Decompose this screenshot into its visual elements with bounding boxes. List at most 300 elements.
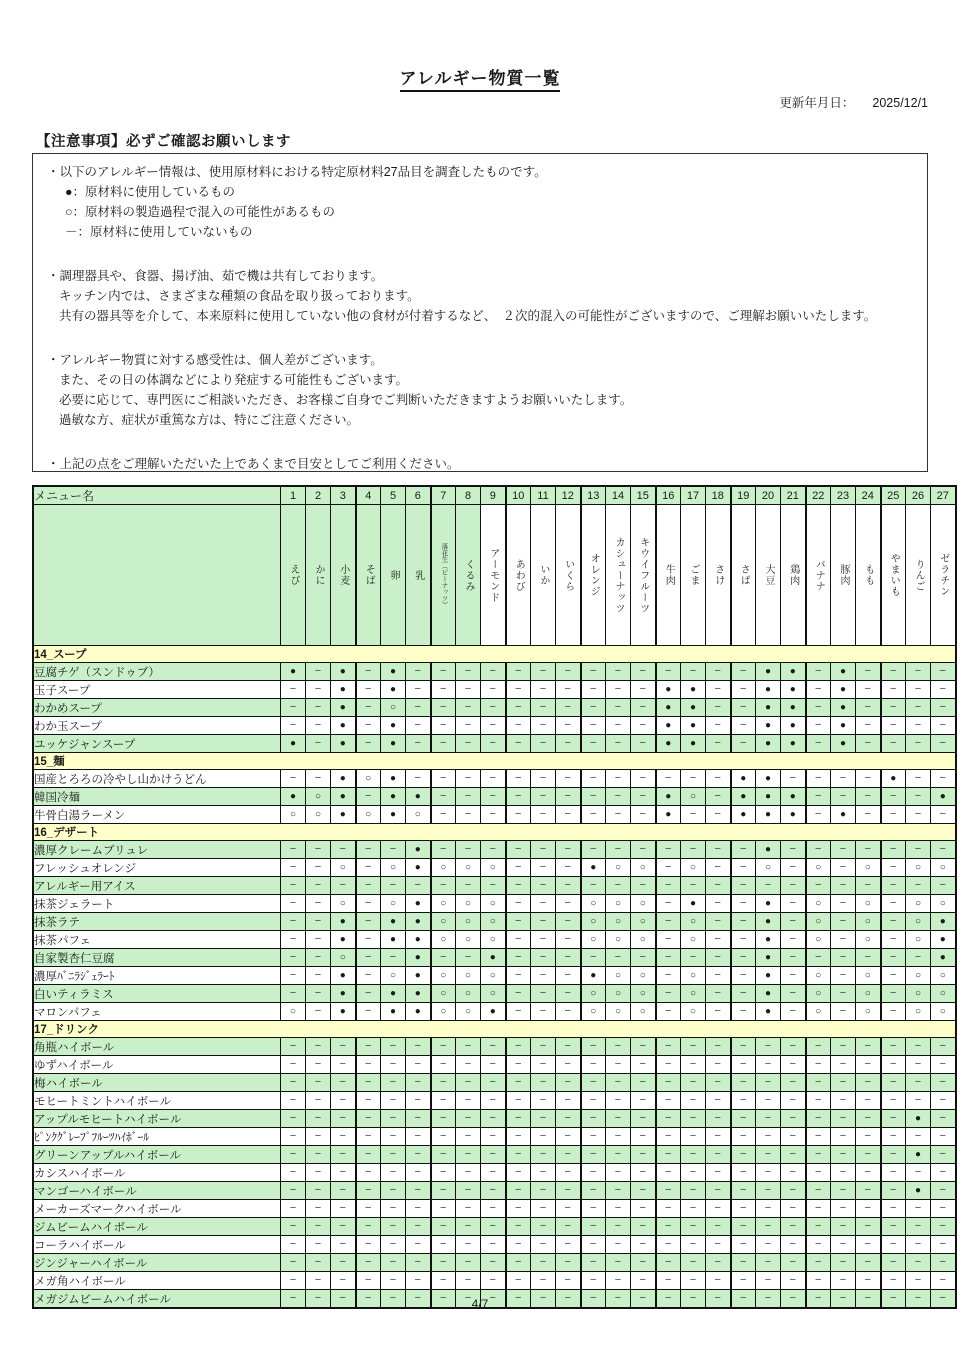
allergen-value-cell: ● <box>581 967 606 985</box>
allergen-value-cell: − <box>831 859 856 877</box>
allergen-value-cell: − <box>406 1056 431 1074</box>
allergen-value-cell: − <box>306 931 331 949</box>
allergen-value-cell: − <box>581 1272 606 1290</box>
menu-row <box>33 913 956 931</box>
allergen-value-cell: ○ <box>606 859 631 877</box>
allergen-value-cell: − <box>281 717 306 735</box>
allergen-name-header <box>756 505 781 646</box>
allergen-value-cell: − <box>606 735 631 753</box>
allergen-value-cell: − <box>556 1290 581 1309</box>
allergen-value-cell: − <box>506 1290 531 1309</box>
page-title: アレルギー物質一覧 <box>400 64 561 92</box>
notice-line: ・アレルギー物質に対する感受性は、個人差がございます。 <box>47 353 383 367</box>
allergen-value-cell: − <box>856 877 881 895</box>
allergen-value-cell: − <box>806 1074 831 1092</box>
allergen-value-cell: ○ <box>381 967 406 985</box>
allergen-value-cell: − <box>281 967 306 985</box>
menu-row <box>33 1272 956 1290</box>
allergen-value-cell: − <box>506 717 531 735</box>
allergen-value-cell: − <box>831 949 856 967</box>
allergen-value-cell: − <box>506 1146 531 1164</box>
allergen-value-cell: − <box>556 1003 581 1021</box>
allergen-value-cell: ● <box>756 788 781 806</box>
allergen-value-cell: ● <box>681 717 706 735</box>
allergen-value-cell: ● <box>331 1003 356 1021</box>
menu-item-name: 梅ハイボール <box>33 1074 281 1092</box>
allergen-value-cell: − <box>681 1092 706 1110</box>
allergen-value-cell: − <box>656 1182 681 1200</box>
allergen-value-cell: − <box>281 895 306 913</box>
allergen-value-cell: − <box>556 985 581 1003</box>
allergen-value-cell: − <box>381 1110 406 1128</box>
allergen-value-cell: ● <box>756 913 781 931</box>
allergen-value-cell: − <box>806 1146 831 1164</box>
allergen-value-cell: − <box>531 681 556 699</box>
allergen-value-cell: − <box>656 1200 681 1218</box>
allergen-value-cell: − <box>806 1200 831 1218</box>
allergen-value-cell: − <box>781 859 806 877</box>
allergen-number-header: 20 <box>756 486 781 505</box>
allergen-value-cell: − <box>556 663 581 681</box>
allergen-value-cell: − <box>806 770 831 788</box>
allergen-value-cell: ● <box>381 913 406 931</box>
allergen-value-cell: − <box>406 1272 431 1290</box>
allergen-value-cell: − <box>806 1128 831 1146</box>
allergen-value-cell: − <box>881 1074 906 1092</box>
allergen-value-cell: ○ <box>431 967 456 985</box>
allergen-value-cell: − <box>656 949 681 967</box>
allergen-value-cell: − <box>706 1290 731 1309</box>
allergen-value-cell: ● <box>406 949 431 967</box>
allergen-value-cell: − <box>531 1182 556 1200</box>
allergen-value-cell: − <box>906 1290 931 1309</box>
allergen-value-cell: − <box>531 1056 556 1074</box>
allergen-value-cell: − <box>706 663 731 681</box>
menu-item-name: 豆腐チゲ（スンドゥブ） <box>33 663 281 681</box>
allergen-name-vertical: そば <box>363 564 375 586</box>
allergen-value-cell: − <box>506 806 531 824</box>
allergen-value-cell: − <box>506 859 531 877</box>
allergen-value-cell: − <box>906 1272 931 1290</box>
allergen-value-cell: − <box>456 1038 481 1056</box>
allergen-value-cell: − <box>581 1038 606 1056</box>
allergen-name-header <box>681 505 706 646</box>
allergen-value-cell: − <box>706 967 731 985</box>
menu-row <box>33 949 956 967</box>
allergen-value-cell: − <box>631 1290 656 1309</box>
allergen-value-cell: − <box>706 1164 731 1182</box>
allergen-value-cell: − <box>431 735 456 753</box>
allergen-value-cell: − <box>931 663 956 681</box>
allergen-value-cell: − <box>831 913 856 931</box>
allergen-value-cell: − <box>581 770 606 788</box>
allergen-value-cell: − <box>481 1110 506 1128</box>
allergen-name-header <box>906 505 931 646</box>
allergen-value-cell: − <box>356 1110 381 1128</box>
allergen-value-cell: − <box>381 1038 406 1056</box>
allergen-value-cell: − <box>456 699 481 717</box>
allergen-value-cell: ○ <box>681 931 706 949</box>
allergen-value-cell: − <box>656 1218 681 1236</box>
allergen-value-cell: − <box>506 1092 531 1110</box>
allergen-value-cell: − <box>881 1200 906 1218</box>
category-row: 17_ドリンク <box>33 1021 956 1038</box>
allergen-value-cell: − <box>456 681 481 699</box>
allergen-value-cell: ● <box>331 681 356 699</box>
allergen-value-cell: − <box>281 681 306 699</box>
allergen-name-header <box>456 505 481 646</box>
allergen-value-cell: − <box>756 1200 781 1218</box>
allergen-value-cell: − <box>306 859 331 877</box>
allergen-value-cell: ● <box>381 788 406 806</box>
allergen-value-cell: − <box>331 1182 356 1200</box>
allergen-value-cell: − <box>881 681 906 699</box>
allergen-value-cell: − <box>731 735 756 753</box>
allergen-value-cell: − <box>331 1092 356 1110</box>
allergen-value-cell: − <box>881 1110 906 1128</box>
allergen-value-cell: − <box>906 1236 931 1254</box>
allergen-value-cell: − <box>931 1110 956 1128</box>
allergen-name-header <box>281 505 306 646</box>
allergen-value-cell: − <box>681 1254 706 1272</box>
allergen-value-cell: − <box>481 770 506 788</box>
allergen-value-cell: − <box>656 1146 681 1164</box>
allergen-value-cell: − <box>806 949 831 967</box>
allergen-value-cell: − <box>531 1146 556 1164</box>
allergen-value-cell: − <box>306 663 331 681</box>
allergen-value-cell: − <box>581 806 606 824</box>
allergen-value-cell: − <box>406 1164 431 1182</box>
allergen-value-cell: − <box>931 1272 956 1290</box>
allergen-value-cell: − <box>656 931 681 949</box>
allergen-value-cell: − <box>881 1236 906 1254</box>
allergen-value-cell: ○ <box>931 985 956 1003</box>
menu-item-name: コーラハイボール <box>33 1236 281 1254</box>
allergen-value-cell: ● <box>781 717 806 735</box>
allergen-value-cell: ● <box>656 788 681 806</box>
allergen-value-cell: ○ <box>931 895 956 913</box>
allergen-value-cell: − <box>681 1218 706 1236</box>
allergen-value-cell: − <box>456 1272 481 1290</box>
allergen-value-cell: − <box>431 1074 456 1092</box>
allergen-value-cell: ○ <box>856 931 881 949</box>
allergen-name-header <box>831 505 856 646</box>
allergen-value-cell: ○ <box>931 1003 956 1021</box>
allergen-number-header: 15 <box>631 486 656 505</box>
allergen-value-cell: ● <box>656 699 681 717</box>
menu-item-name: わか玉スープ <box>33 717 281 735</box>
allergen-value-cell: − <box>881 1003 906 1021</box>
allergen-value-cell: − <box>906 1164 931 1182</box>
allergen-value-cell: − <box>906 717 931 735</box>
allergen-value-cell: − <box>406 1290 431 1309</box>
allergen-value-cell: ○ <box>806 985 831 1003</box>
allergen-name-vertical: ゼラチン <box>937 553 949 597</box>
allergen-value-cell: − <box>931 1182 956 1200</box>
allergen-value-cell: − <box>506 1254 531 1272</box>
allergen-value-cell: ● <box>381 717 406 735</box>
allergen-value-cell: − <box>381 1128 406 1146</box>
allergen-value-cell: ○ <box>906 913 931 931</box>
allergen-value-cell: − <box>856 681 881 699</box>
allergen-name-vertical: 落花生（ピーナッツ） <box>440 542 448 608</box>
menu-row <box>33 1182 956 1200</box>
allergen-value-cell: − <box>281 770 306 788</box>
allergen-name-vertical: さけ <box>712 564 724 586</box>
allergen-value-cell: − <box>656 895 681 913</box>
allergen-value-cell: ○ <box>456 985 481 1003</box>
allergen-value-cell: − <box>331 841 356 859</box>
allergen-value-cell: − <box>656 1128 681 1146</box>
allergen-value-cell: − <box>806 877 831 895</box>
allergen-value-cell: − <box>456 717 481 735</box>
menu-item-name: 韓国冷麺 <box>33 788 281 806</box>
allergen-value-cell: − <box>656 1290 681 1309</box>
allergen-value-cell: ○ <box>581 931 606 949</box>
allergen-value-cell: ○ <box>806 895 831 913</box>
allergen-value-cell: − <box>431 717 456 735</box>
allergen-value-cell: − <box>831 1074 856 1092</box>
allergen-value-cell: − <box>281 949 306 967</box>
allergen-value-cell: − <box>356 967 381 985</box>
allergen-value-cell: − <box>781 1146 806 1164</box>
menu-item-name: グリーンアップルハイボール <box>33 1146 281 1164</box>
allergen-number-header: 14 <box>606 486 631 505</box>
notice-line: キッチン内では、さまざまな種類の食品を取り扱っております。 <box>59 289 420 303</box>
allergen-value-cell: − <box>706 1272 731 1290</box>
allergen-value-cell: − <box>781 1182 806 1200</box>
notice-line: 必要に応じて、専門医にご相談いただき、お客様ご自身でご判断いただきますようお願いいたします。 <box>59 393 633 407</box>
allergen-value-cell: − <box>506 681 531 699</box>
allergen-value-cell: − <box>931 877 956 895</box>
allergen-value-cell: − <box>431 1290 456 1309</box>
allergen-value-cell: − <box>481 699 506 717</box>
allergen-value-cell: ● <box>331 663 356 681</box>
allergen-value-cell: − <box>306 681 331 699</box>
allergen-value-cell: − <box>831 1164 856 1182</box>
allergen-value-cell: − <box>856 717 881 735</box>
menu-item-name: ジムビームハイボール <box>33 1218 281 1236</box>
allergen-number-header: 17 <box>681 486 706 505</box>
allergen-value-cell: − <box>881 1272 906 1290</box>
allergen-name-vertical: 牛肉 <box>663 564 675 586</box>
allergen-number-header: 21 <box>781 486 806 505</box>
allergen-value-cell: − <box>481 1056 506 1074</box>
allergen-value-cell: − <box>556 1182 581 1200</box>
allergen-value-cell: − <box>731 931 756 949</box>
allergen-value-cell: ○ <box>756 859 781 877</box>
allergen-value-cell: − <box>281 1146 306 1164</box>
menu-item-name: ユッケジャンスープ <box>33 735 281 753</box>
allergen-name-header <box>556 505 581 646</box>
menu-item-name: わかめスープ <box>33 699 281 717</box>
allergen-value-cell: − <box>706 1254 731 1272</box>
allergen-value-cell: − <box>531 877 556 895</box>
allergen-value-cell: − <box>856 1110 881 1128</box>
menu-row <box>33 877 956 895</box>
allergen-value-cell: − <box>856 770 881 788</box>
allergen-value-cell: − <box>606 1236 631 1254</box>
allergen-value-cell: ● <box>381 663 406 681</box>
allergen-value-cell: − <box>531 895 556 913</box>
allergen-value-cell: − <box>556 913 581 931</box>
allergen-value-cell: ○ <box>431 931 456 949</box>
allergen-value-cell: − <box>356 717 381 735</box>
allergen-name-header <box>431 505 456 646</box>
allergen-value-cell: − <box>781 1074 806 1092</box>
allergen-value-cell: ● <box>381 735 406 753</box>
allergen-value-cell: − <box>556 967 581 985</box>
allergen-value-cell: ● <box>406 913 431 931</box>
allergen-value-cell: − <box>806 1110 831 1128</box>
allergen-value-cell: − <box>906 1218 931 1236</box>
allergen-value-cell: − <box>456 1074 481 1092</box>
allergen-value-cell: − <box>381 877 406 895</box>
allergen-value-cell: − <box>531 985 556 1003</box>
allergen-value-cell: − <box>356 913 381 931</box>
menu-item-name: 抹茶ジェラート <box>33 895 281 913</box>
allergen-value-cell: − <box>356 1182 381 1200</box>
allergen-value-cell: ● <box>781 788 806 806</box>
allergen-value-cell: ● <box>756 967 781 985</box>
allergen-value-cell: − <box>706 1182 731 1200</box>
notice-heading: 【注意事項】必ずご確認お願いします <box>36 134 291 150</box>
allergen-value-cell: ○ <box>906 859 931 877</box>
allergen-value-cell: − <box>781 967 806 985</box>
allergen-value-cell: − <box>556 877 581 895</box>
allergen-value-cell: − <box>281 1038 306 1056</box>
allergen-value-cell: − <box>431 681 456 699</box>
allergen-value-cell: − <box>831 1236 856 1254</box>
allergen-value-cell: − <box>306 967 331 985</box>
allergen-value-cell: − <box>656 1056 681 1074</box>
allergen-value-cell: − <box>706 877 731 895</box>
allergen-value-cell: ● <box>331 806 356 824</box>
allergen-value-cell: ○ <box>906 1003 931 1021</box>
allergen-value-cell: − <box>531 949 556 967</box>
allergen-value-cell: − <box>706 1092 731 1110</box>
allergen-name-vertical: 鶏肉 <box>787 564 799 586</box>
allergen-name-vertical: かに <box>313 564 324 586</box>
allergen-value-cell: − <box>306 913 331 931</box>
menu-item-name: 角瓶ハイボール <box>33 1038 281 1056</box>
allergen-number-header: 2 <box>306 486 331 505</box>
allergen-value-cell: − <box>581 681 606 699</box>
allergen-value-cell: ○ <box>431 913 456 931</box>
menu-item-name: 濃厚ﾊﾞﾆﾗｼﾞｪﾗｰﾄ <box>33 967 281 985</box>
allergen-value-cell: ● <box>931 931 956 949</box>
allergen-value-cell: − <box>531 788 556 806</box>
allergen-value-cell: ● <box>281 735 306 753</box>
allergen-value-cell: − <box>581 1128 606 1146</box>
allergen-value-cell: ● <box>756 985 781 1003</box>
allergen-value-cell: − <box>831 1092 856 1110</box>
menu-item-name: 濃厚クレームブリュレ <box>33 841 281 859</box>
allergen-value-cell: − <box>731 1236 756 1254</box>
allergen-value-cell: − <box>481 717 506 735</box>
allergen-value-cell: − <box>656 841 681 859</box>
allergen-value-cell: − <box>856 1218 881 1236</box>
allergen-value-cell: − <box>506 1056 531 1074</box>
allergen-value-cell: − <box>331 1146 356 1164</box>
allergen-value-cell: ● <box>756 949 781 967</box>
allergen-value-cell: − <box>481 1038 506 1056</box>
menu-row <box>33 770 956 788</box>
allergen-number-header: 13 <box>581 486 606 505</box>
allergen-value-cell: ● <box>731 788 756 806</box>
allergen-value-cell: − <box>406 1146 431 1164</box>
allergen-value-cell: − <box>556 699 581 717</box>
menu-row <box>33 1128 956 1146</box>
allergen-value-cell: ○ <box>431 859 456 877</box>
menu-item-name: 国産とろろの冷やし山かけうどん <box>33 770 281 788</box>
allergen-value-cell: − <box>506 985 531 1003</box>
allergen-value-cell: − <box>781 841 806 859</box>
allergen-value-cell: ○ <box>606 985 631 1003</box>
allergen-value-cell: − <box>356 1074 381 1092</box>
allergen-value-cell: − <box>706 985 731 1003</box>
allergen-value-cell: ● <box>656 681 681 699</box>
allergen-value-cell: − <box>781 1128 806 1146</box>
allergen-name-vertical: オレンジ <box>588 553 600 597</box>
allergen-value-cell: − <box>331 1290 356 1309</box>
allergen-value-cell: − <box>481 806 506 824</box>
allergen-value-cell: − <box>931 1164 956 1182</box>
allergen-value-cell: ○ <box>681 967 706 985</box>
allergen-value-cell: − <box>606 1110 631 1128</box>
allergen-value-cell: ● <box>781 735 806 753</box>
allergen-value-cell: − <box>431 1164 456 1182</box>
allergen-value-cell: − <box>456 1056 481 1074</box>
allergen-value-cell: − <box>831 895 856 913</box>
allergen-value-cell: − <box>506 788 531 806</box>
allergen-value-cell: − <box>931 1218 956 1236</box>
allergen-value-cell: − <box>356 1146 381 1164</box>
allergen-value-cell: − <box>331 1056 356 1074</box>
menu-item-name: マロンパフェ <box>33 1003 281 1021</box>
menu-row <box>33 1146 956 1164</box>
allergen-number-header: 27 <box>931 486 956 505</box>
allergen-name-header <box>381 505 406 646</box>
allergen-value-cell: − <box>281 699 306 717</box>
allergen-value-cell: ● <box>656 735 681 753</box>
allergen-value-cell: ● <box>931 913 956 931</box>
menu-item-name: 自家製杏仁豆腐 <box>33 949 281 967</box>
allergen-value-cell: − <box>556 895 581 913</box>
allergen-value-cell: ○ <box>581 895 606 913</box>
allergen-value-cell: − <box>356 877 381 895</box>
allergen-value-cell: − <box>556 1092 581 1110</box>
allergen-value-cell: ● <box>781 681 806 699</box>
allergen-value-cell: ○ <box>856 859 881 877</box>
allergen-value-cell: − <box>781 949 806 967</box>
title-wrap <box>0 64 960 92</box>
allergen-value-cell: − <box>806 1182 831 1200</box>
allergen-value-cell: − <box>506 895 531 913</box>
allergen-value-cell: ● <box>831 663 856 681</box>
menu-row <box>33 1218 956 1236</box>
allergen-value-cell: − <box>656 1038 681 1056</box>
menu-item-name: ゆずハイボール <box>33 1056 281 1074</box>
allergen-value-cell: − <box>856 1128 881 1146</box>
allergen-name-vertical: 小麦 <box>337 564 349 586</box>
allergen-value-cell: − <box>531 1110 556 1128</box>
allergen-value-cell: − <box>531 1236 556 1254</box>
allergen-value-cell: − <box>331 877 356 895</box>
allergen-value-cell: − <box>731 1200 756 1218</box>
allergen-value-cell: − <box>881 717 906 735</box>
allergen-value-cell: − <box>806 806 831 824</box>
